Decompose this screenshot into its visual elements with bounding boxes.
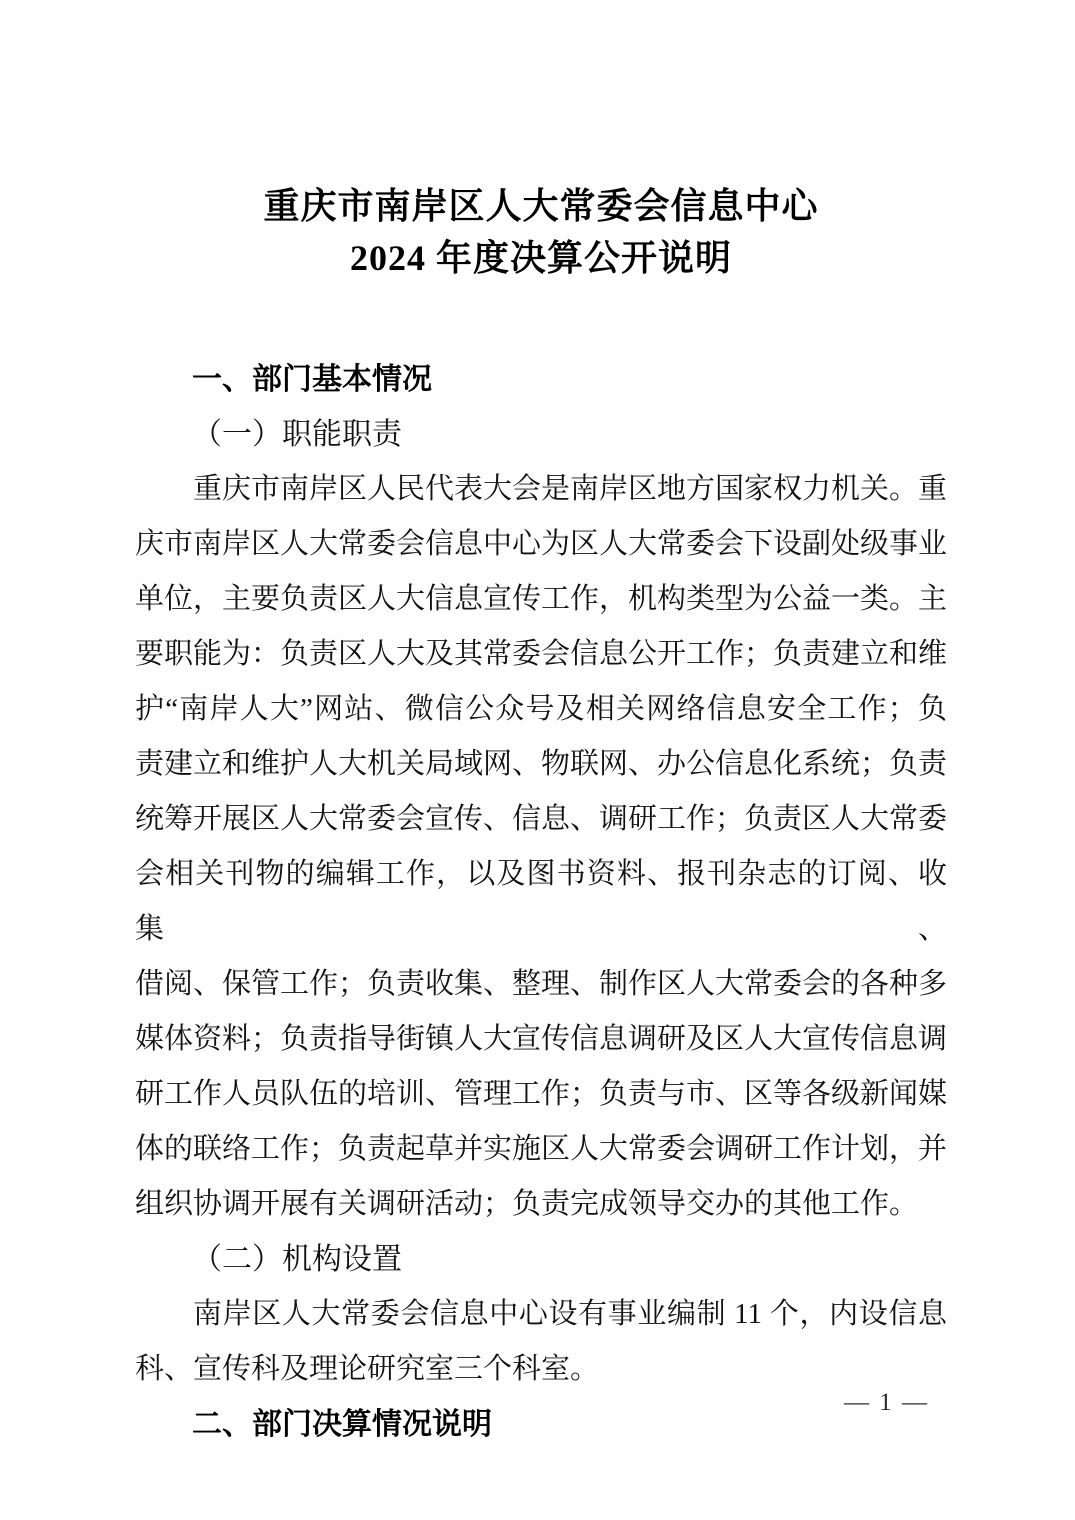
section-heading-basic-info: 一、部门基本情况 [192, 363, 432, 396]
paragraph-line: 护“南岸人大”网站、微信公众号及相关网络信息安全工作；负 [135, 693, 947, 725]
paragraph-line: 会相关刊物的编辑工作，以及图书资料、报刊杂志的订阅、收集、 [135, 858, 947, 945]
subsection-heading-structure: （二）机构设置 [192, 1243, 402, 1276]
paragraph-line: 南岸区人大常委会信息中心设有事业编制 11 个，内设信息 [193, 1298, 947, 1330]
document-title-line-1: 重庆市南岸区人大常委会信息中心 [263, 186, 819, 226]
paragraph-line: 要职能为：负责区人大及其常委会信息公开工作；负责建立和维 [135, 638, 948, 670]
paragraph-line: 单位，主要负责区人大信息宣传工作，机构类型为公益一类。主 [135, 583, 948, 615]
document-title [135, 180, 947, 284]
paragraph-line: 统筹开展区人大常委会宣传、信息、调研工作；负责区人大常委 [135, 803, 948, 835]
paragraph-line: 组织协调开展有关调研活动；负责完成领导交办的其他工作。 [135, 1188, 919, 1220]
paragraph-line: 责建立和维护人大机关局域网、物联网、办公信息化系统；负责 [135, 748, 948, 780]
paragraph-line: 借阅、保管工作；负责收集、整理、制作区人大常委会的各种多 [135, 968, 948, 1000]
paragraph-structure [135, 1287, 947, 1397]
document-body [135, 352, 947, 1452]
subsection-heading-duties: （一）职能职责 [192, 418, 402, 451]
paragraph-line: 研工作人员队伍的培训、管理工作；负责与市、区等各级新闻媒 [135, 1078, 948, 1110]
paragraph-line: 重庆市南岸区人民代表大会是南岸区地方国家权力机关。重 [193, 473, 948, 505]
paragraph-line: 庆市南岸区人大常委会信息中心为区人大常委会下设副处级事业 [135, 528, 948, 560]
paragraph-line: 科、宣传科及理论研究室三个科室。 [135, 1353, 600, 1385]
paragraph-duties [135, 462, 947, 1232]
section-heading-final-accounts: 二、部门决算情况说明 [192, 1408, 492, 1441]
document-title-line-2: 2024 年度决算公开说明 [349, 238, 732, 278]
page-number: — 1 — [844, 1389, 929, 1416]
paragraph-line: 体的联络工作；负责起草并实施区人大常委会调研工作计划，并 [135, 1133, 948, 1165]
paragraph-line: 媒体资料；负责指导街镇人大宣传信息调研及区人大宣传信息调 [135, 1023, 948, 1055]
